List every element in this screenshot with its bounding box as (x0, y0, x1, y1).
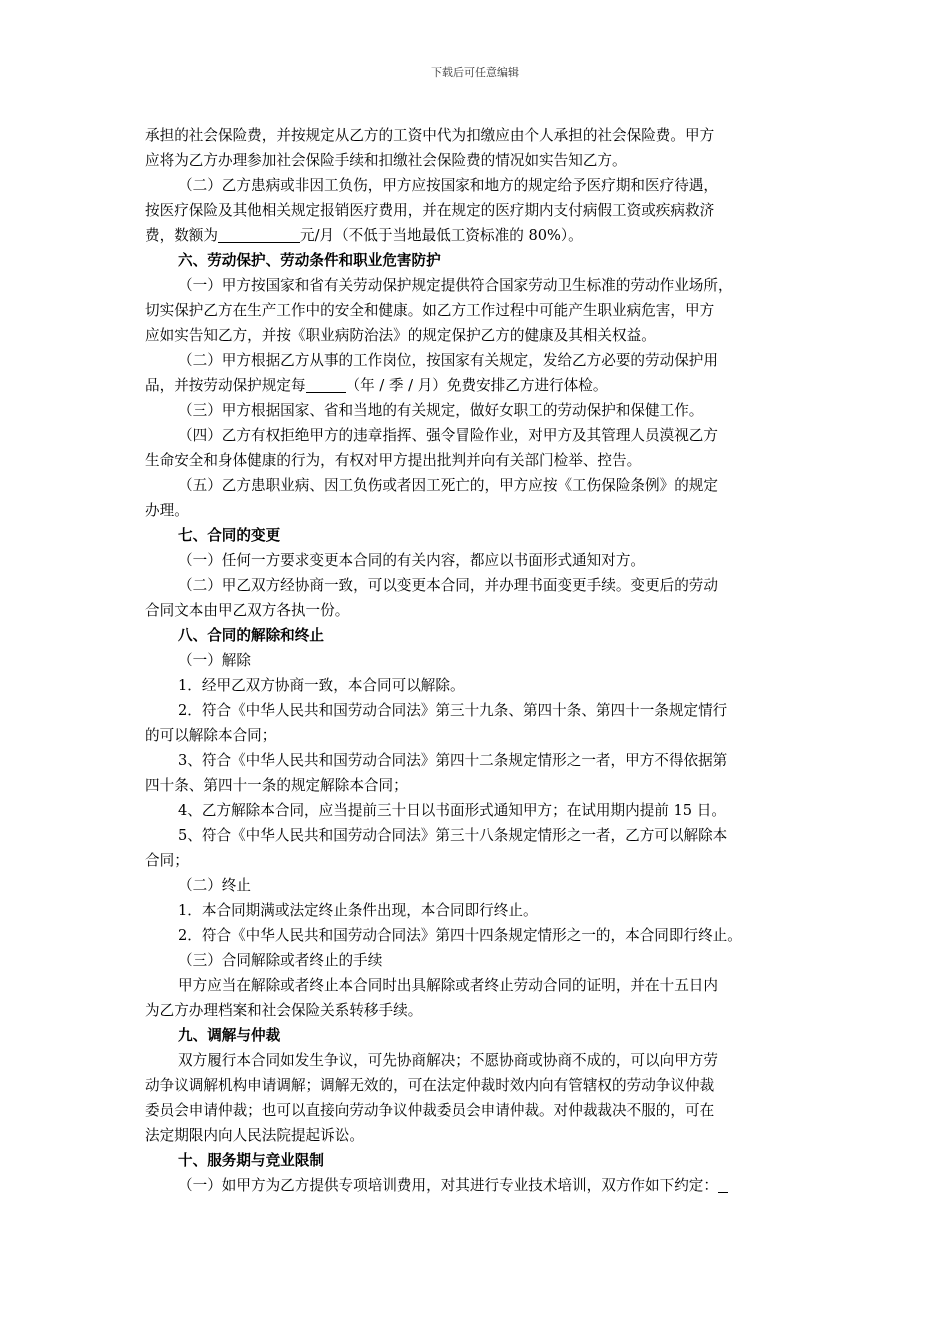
paragraph-line: 承担的社会保险费，并按规定从乙方的工资中代为扣缴应由个人承担的社会保险费。甲方 (145, 127, 715, 144)
section-heading: 十、服务期与竞业限制 (178, 1152, 324, 1169)
paragraph-line: （一）任何一方要求变更本合同的有关内容，都应以书面形式通知对方。 (178, 552, 646, 569)
paragraph-line: 3、符合《中华人民共和国劳动合同法》第四十二条规定情形之一者，甲方不得依据第 (178, 752, 728, 769)
document-body (145, 123, 813, 1198)
paragraph-line: 5、符合《中华人民共和国劳动合同法》第三十八条规定情形之一者，乙方可以解除本 (178, 827, 728, 844)
paragraph-line: （三）合同解除或者终止的手续 (178, 952, 383, 969)
paragraph-line: 生命安全和身体健康的行为，有权对甲方提出批判并向有关部门检举、控告。 (145, 452, 642, 469)
section-heading: 六、劳动保护、劳动条件和职业危害防护 (178, 252, 441, 269)
amount-blank (218, 226, 300, 243)
line-text: 元/月（不低于当地最低工资标准的 80%）。 (299, 227, 583, 244)
paragraph-line: 办理。 (145, 502, 189, 519)
paragraph-line: 为乙方办理档案和社会保险关系转移手续。 (145, 1002, 423, 1019)
paragraph-line: 按医疗保险及其他相关规定报销医疗费用，并在规定的医疗期内支付病假工资或疾病救济 (145, 202, 715, 219)
paragraph-line: 委员会申请仲裁；也可以直接向劳动争议仲裁委员会申请仲裁。对仲裁裁决不服的，可在 (145, 1102, 715, 1119)
period-blank (306, 376, 346, 393)
line-text: （一）如甲方为乙方提供专项培训费用，对其进行专业技术培训，双方作如下约定： (178, 1177, 718, 1194)
paragraph-line (145, 223, 813, 248)
paragraph-line: （四）乙方有权拒绝甲方的违章指挥、强令冒险作业，对甲方及其管理人员漠视乙方 (178, 427, 718, 444)
paragraph-line: （一）解除 (178, 652, 251, 669)
paragraph-line: 切实保护乙方在生产工作中的安全和健康。如乙方工作过程中可能产生职业病危害，甲方 (145, 302, 715, 319)
agreement-blank (718, 1176, 728, 1193)
paragraph-line: （五）乙方患职业病、因工负伤或者因工死亡的，甲方应按《工伤保险条例》的规定 (178, 477, 718, 494)
paragraph-line: 应如实告知乙方，并按《职业病防治法》的规定保护乙方的健康及其相关权益。 (145, 327, 656, 344)
paragraph-line: 4、乙方解除本合同，应当提前三十日以书面形式通知甲方；在试用期内提前 15 日。 (178, 802, 726, 819)
line-text: 品，并按劳动保护规定每 (145, 377, 306, 394)
paragraph-line: （一）甲方按国家和省有关劳动保护规定提供符合国家劳动卫生标准的劳动作业场所， (178, 277, 733, 294)
paragraph-line: 甲方应当在解除或者终止本合同时出具解除或者终止劳动合同的证明，并在十五日内 (178, 977, 718, 994)
paragraph-line: （二）乙方患病或非因工负伤，甲方应按国家和地方的规定给予医疗期和医疗待遇， (178, 177, 718, 194)
paragraph-line: 四十条、第四十一条的规定解除本合同； (145, 777, 408, 794)
paragraph-line: 法定期限内向人民法院提起诉讼。 (145, 1127, 364, 1144)
paragraph-line: 双方履行本合同如发生争议，可先协商解决；不愿协商或协商不成的，可以向甲方劳 (178, 1052, 718, 1069)
paragraph-line (145, 1173, 813, 1198)
section-heading: 八、合同的解除和终止 (178, 627, 324, 644)
paragraph-line: 1．本合同期满或法定终止条件出现，本合同即行终止。 (178, 902, 538, 919)
paragraph-line: （二）甲乙双方经协商一致，可以变更本合同，并办理书面变更手续。变更后的劳动 (178, 577, 718, 594)
paragraph-line: 1．经甲乙双方协商一致，本合同可以解除。 (178, 677, 465, 694)
paragraph-line: 2．符合《中华人民共和国劳动合同法》第四十四条规定情形之一的，本合同即行终止。 (178, 927, 742, 944)
paragraph-line: 应将为乙方办理参加社会保险手续和扣缴社会保险费的情况如实告知乙方。 (145, 152, 627, 169)
line-text: 费，数额为 (145, 227, 218, 244)
paragraph-line: 合同； (145, 852, 189, 869)
paragraph-line: （二）终止 (178, 877, 251, 894)
paragraph-line (145, 373, 813, 398)
paragraph-line: （二）甲方根据乙方从事的工作岗位，按国家有关规定，发给乙方必要的劳动保护用 (178, 352, 718, 369)
paragraph-line: 动争议调解机构申请调解；调解无效的，可在法定仲裁时效内向有管辖权的劳动争议仲裁 (145, 1077, 715, 1094)
paragraph-line: （三）甲方根据国家、省和当地的有关规定，做好女职工的劳动保护和保健工作。 (178, 402, 704, 419)
line-text: （年 / 季 / 月）免费安排乙方进行体检。 (345, 377, 608, 394)
paragraph-line: 合同文本由甲乙双方各执一份。 (145, 602, 350, 619)
section-heading: 九、调解与仲裁 (178, 1027, 281, 1044)
paragraph-line: 2．符合《中华人民共和国劳动合同法》第三十九条、第四十条、第四十一条规定情行 (178, 702, 728, 719)
page-header: 下载后可任意编辑 (431, 66, 519, 79)
paragraph-line: 的可以解除本合同； (145, 727, 277, 744)
section-heading: 七、合同的变更 (178, 527, 281, 544)
